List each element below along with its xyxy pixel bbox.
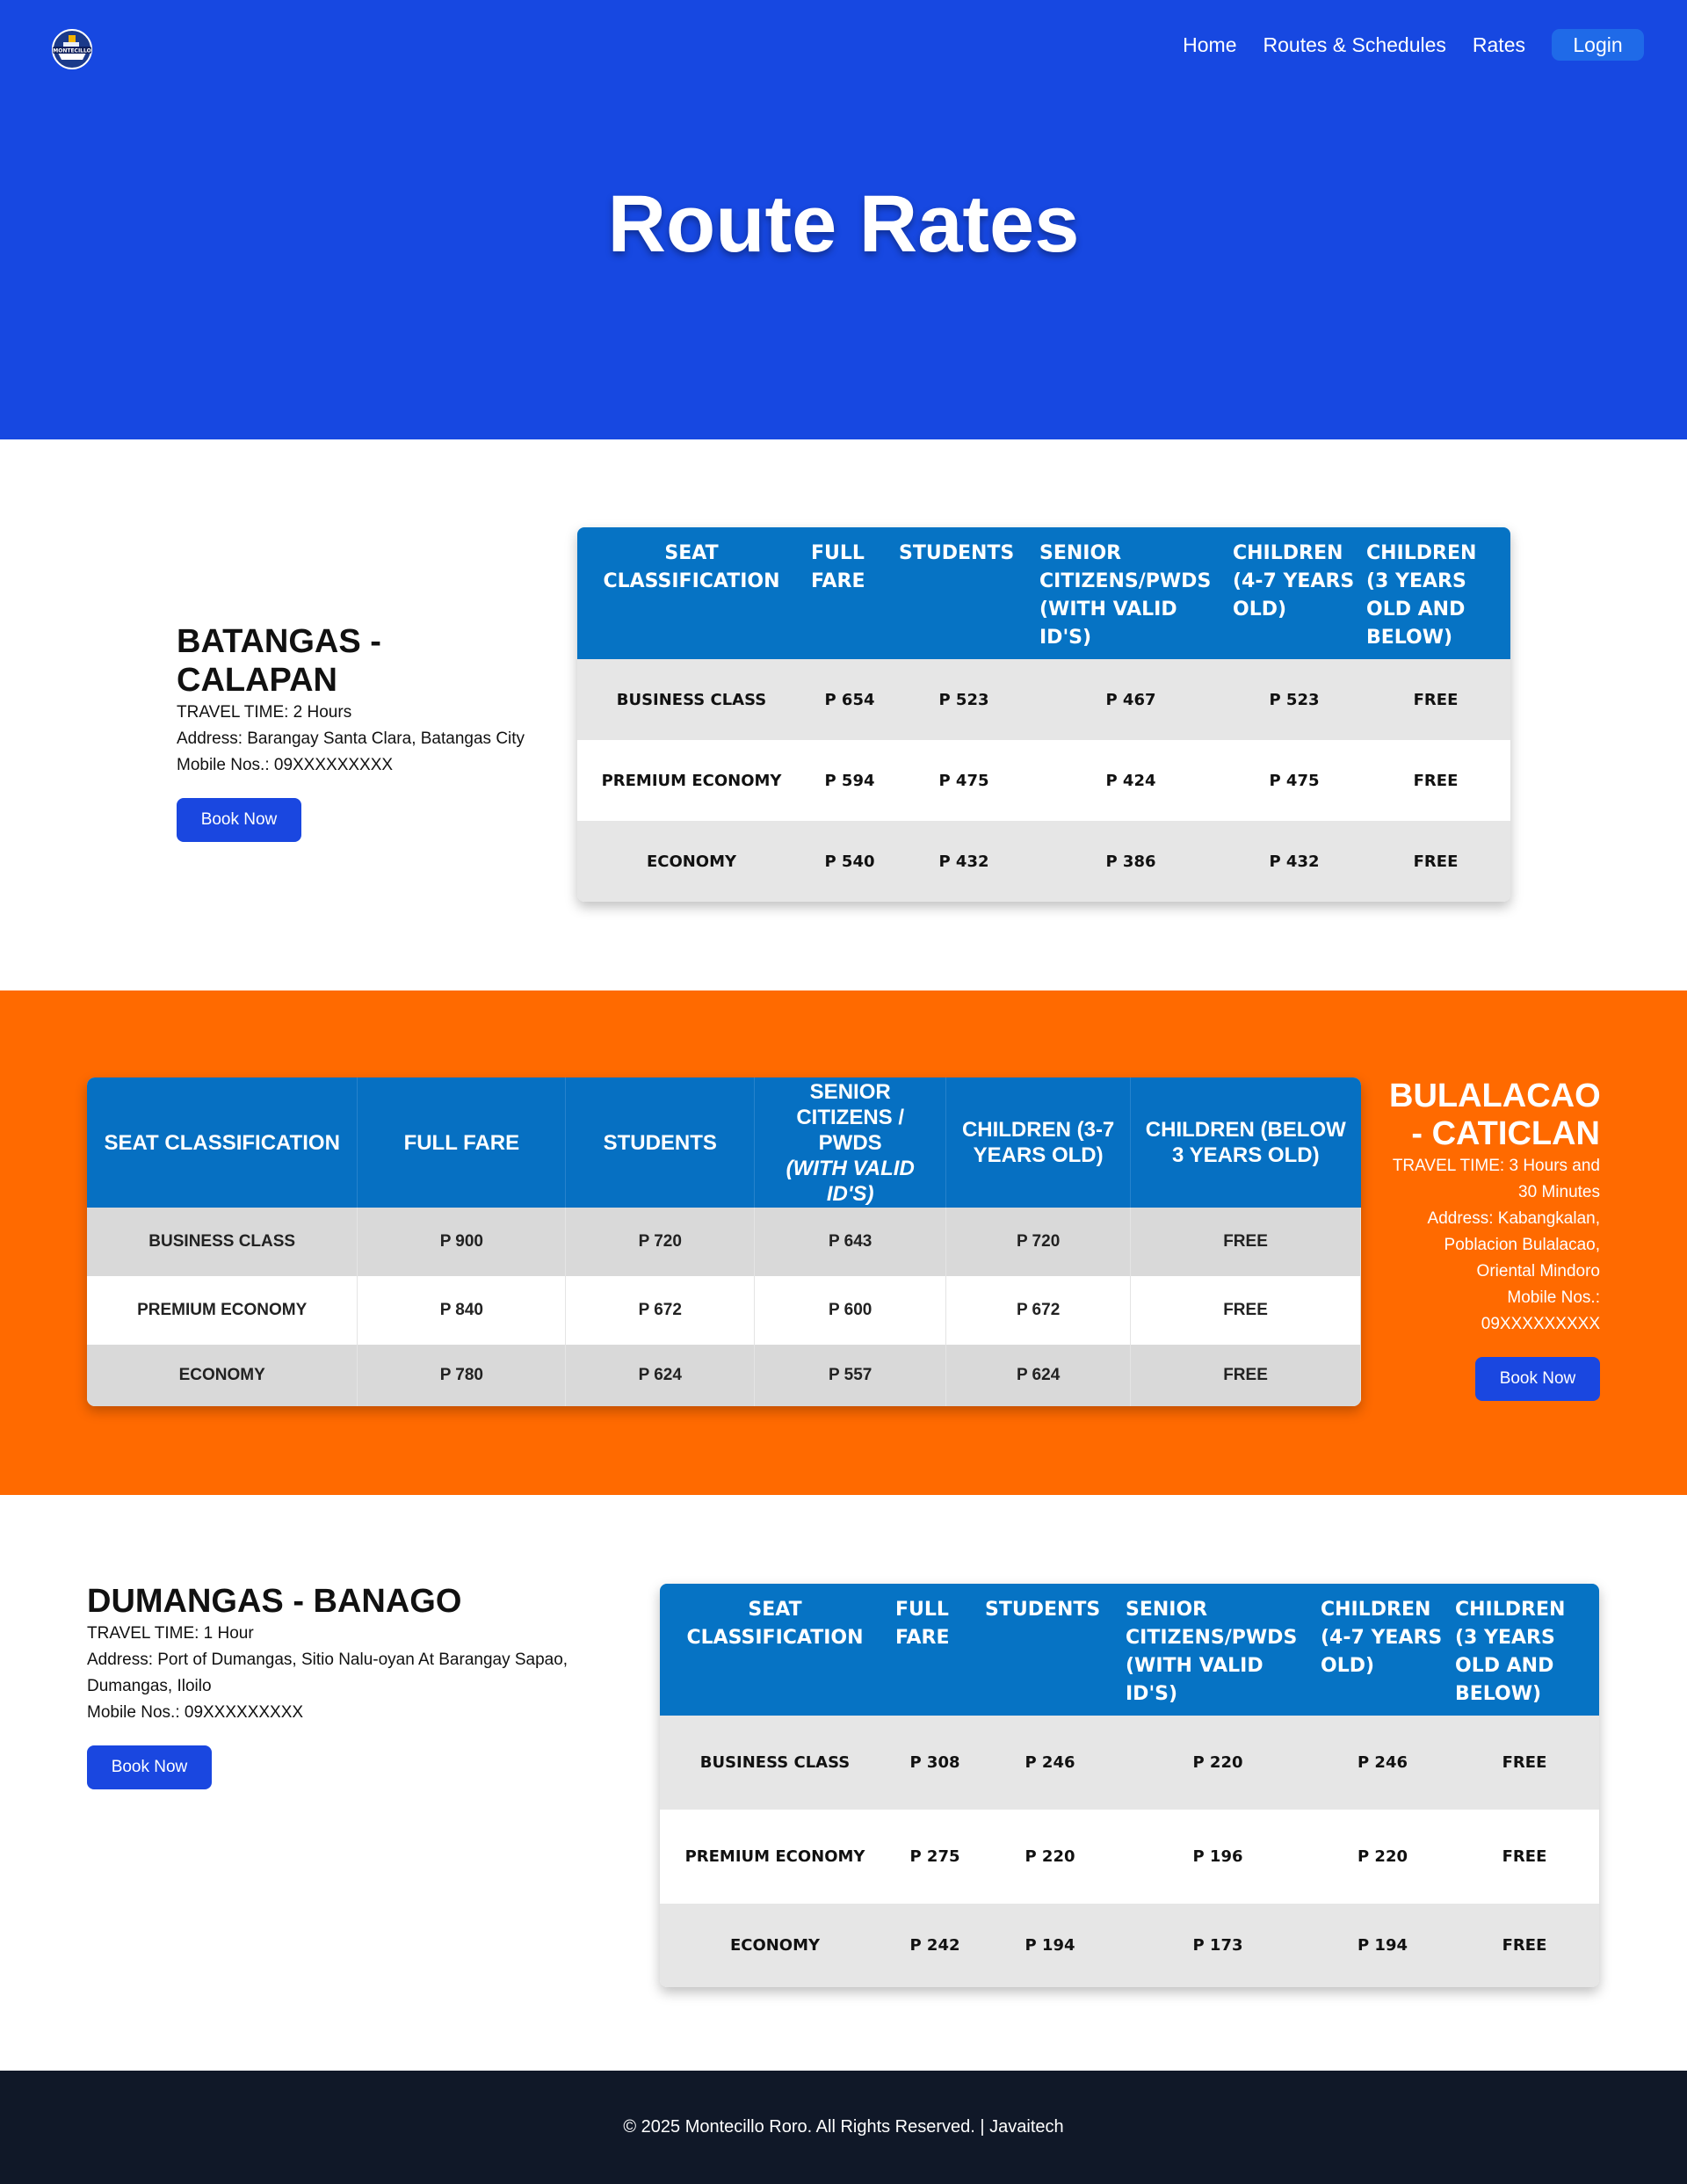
- column-header: [755, 1077, 946, 1208]
- rate-cell: FREE: [1361, 659, 1510, 740]
- rate-cell: P 624: [946, 1345, 1131, 1406]
- rate-cell: FREE: [1131, 1276, 1361, 1345]
- column-header: CHILDREN (3 YEARS OLD AND BELOW): [1450, 1584, 1599, 1716]
- rate-cell: P 900: [358, 1208, 566, 1276]
- column-header: SENIOR CITIZENS/PWDS (WITH VALID ID'S): [1120, 1584, 1315, 1716]
- rate-cell: P 386: [1034, 821, 1227, 902]
- column-header: SEAT CLASSIFICATION: [87, 1077, 358, 1208]
- rate-cell: P 220: [980, 1810, 1120, 1904]
- seat-class-cell: PREMIUM ECONOMY: [87, 1276, 358, 1345]
- route-info: [177, 622, 546, 842]
- column-header: SEAT CLASSIFICATION: [577, 527, 806, 659]
- table-header-row: [660, 1584, 1599, 1716]
- rate-cell: P 720: [946, 1208, 1131, 1276]
- rate-cell: P 720: [566, 1208, 755, 1276]
- rate-cell: P 840: [358, 1276, 566, 1345]
- column-header: SEAT CLASSIFICATION: [660, 1584, 890, 1716]
- route-section-batangas-calapan: [0, 439, 1687, 990]
- mobile-number: Mobile Nos.: 09XXXXXXXXX: [1481, 1288, 1600, 1333]
- seat-class-cell: PREMIUM ECONOMY: [577, 740, 806, 821]
- table-row: [577, 659, 1510, 740]
- rate-cell: P 475: [894, 740, 1034, 821]
- rate-cell: P 467: [1034, 659, 1227, 740]
- address: Address: Port of Dumangas, Sitio Nalu-oyan At Barangay Sapao, Dumangas, Iloilo: [87, 1651, 568, 1695]
- rates-table: [87, 1077, 1361, 1406]
- seat-class-cell: BUSINESS CLASS: [577, 659, 806, 740]
- rate-cell: P 220: [1315, 1810, 1450, 1904]
- rate-cell: P 523: [1227, 659, 1361, 740]
- rate-cell: FREE: [1450, 1716, 1599, 1810]
- rate-cell: P 643: [755, 1208, 946, 1276]
- rate-cell: FREE: [1450, 1904, 1599, 1987]
- rate-cell: P 194: [980, 1904, 1120, 1987]
- seat-class-cell: ECONOMY: [660, 1904, 890, 1987]
- rate-cell: P 624: [566, 1345, 755, 1406]
- rate-cell: P 246: [1315, 1716, 1450, 1810]
- route-title: BULALACAO - CATICLAN: [1389, 1077, 1601, 1152]
- rate-cell: P 540: [806, 821, 894, 902]
- column-header: CHILDREN (BELOW 3 YEARS OLD): [1131, 1077, 1361, 1208]
- rate-cell: P 194: [1315, 1904, 1450, 1987]
- rate-cell: P 424: [1034, 740, 1227, 821]
- column-header: STUDENTS: [894, 527, 1034, 659]
- rate-cell: P 220: [1120, 1716, 1315, 1810]
- route-info: [1389, 1077, 1600, 1401]
- column-header: CHILDREN (3 YEARS OLD AND BELOW): [1361, 527, 1510, 659]
- rate-cell: P 246: [980, 1716, 1120, 1810]
- rate-cell: P 654: [806, 659, 894, 740]
- column-header: CHILDREN (4-7 YEARS OLD): [1315, 1584, 1450, 1716]
- nav-rates-link[interactable]: Rates: [1472, 33, 1525, 56]
- rate-cell: P 523: [894, 659, 1034, 740]
- rate-cell: P 672: [946, 1276, 1131, 1345]
- route-title: BATANGAS - CALAPAN: [177, 623, 381, 699]
- rate-cell: P 173: [1120, 1904, 1315, 1987]
- column-header: CHILDREN (4-7 YEARS OLD): [1227, 527, 1361, 659]
- column-header: FULL FARE: [358, 1077, 566, 1208]
- rate-cell: P 196: [1120, 1810, 1315, 1904]
- table-row: [577, 821, 1510, 902]
- table-row: [660, 1904, 1599, 1987]
- table-header-row: [87, 1077, 1361, 1208]
- column-header: SENIOR CITIZENS/PWDS (WITH VALID ID'S): [1034, 527, 1227, 659]
- rate-cell: P 242: [890, 1904, 980, 1987]
- login-button[interactable]: Login: [1552, 29, 1644, 61]
- rate-cell: P 594: [806, 740, 894, 821]
- table-row: [577, 740, 1510, 821]
- rate-cell: FREE: [1361, 821, 1510, 902]
- column-header: FULL FARE: [890, 1584, 980, 1716]
- main-nav: [1156, 29, 1644, 61]
- rate-cell: P 308: [890, 1716, 980, 1810]
- rates-table: [660, 1584, 1599, 1987]
- rate-cell: P 432: [1227, 821, 1361, 902]
- rate-cell: FREE: [1450, 1810, 1599, 1904]
- rates-table: [577, 527, 1510, 902]
- rate-cell: P 672: [566, 1276, 755, 1345]
- travel-time: TRAVEL TIME: 3 Hours and 30 Minutes: [1392, 1157, 1600, 1201]
- table-header-row: [577, 527, 1510, 659]
- rate-cell: FREE: [1361, 740, 1510, 821]
- nav-home-link[interactable]: Home: [1183, 33, 1237, 56]
- seat-class-cell: ECONOMY: [87, 1345, 358, 1406]
- travel-time: TRAVEL TIME: 1 Hour: [87, 1624, 254, 1643]
- rate-cell: P 432: [894, 821, 1034, 902]
- montecillo-logo[interactable]: [47, 23, 97, 72]
- address: Address: Barangay Santa Clara, Batangas City: [177, 729, 525, 748]
- column-header: STUDENTS: [566, 1077, 755, 1208]
- address: Address: Kabangkalan, Poblacion Bulalacao, Oriental Mindoro: [1427, 1209, 1600, 1281]
- rate-cell: P 600: [755, 1276, 946, 1345]
- svg-text:MONTECILLO: MONTECILLO: [53, 47, 91, 54]
- seat-class-cell: BUSINESS CLASS: [87, 1208, 358, 1276]
- rate-cell: P 475: [1227, 740, 1361, 821]
- column-header-main: SENIOR CITIZENS / PWDS: [796, 1079, 905, 1155]
- book-now-button[interactable]: Book Now: [87, 1745, 212, 1789]
- column-header: FULL FARE: [806, 527, 894, 659]
- table-row: [87, 1345, 1361, 1406]
- book-now-button[interactable]: Book Now: [1475, 1357, 1600, 1401]
- seat-class-cell: PREMIUM ECONOMY: [660, 1810, 890, 1904]
- route-title: DUMANGAS - BANAGO: [87, 1583, 462, 1620]
- rate-cell: P 275: [890, 1810, 980, 1904]
- table-row: [87, 1208, 1361, 1276]
- column-header-note: (WITH VALID ID'S): [786, 1156, 915, 1206]
- site-footer: [0, 2071, 1687, 2184]
- table-row: [660, 1716, 1599, 1810]
- table-row: [87, 1276, 1361, 1345]
- rate-cell: P 780: [358, 1345, 566, 1406]
- hero-header: [0, 0, 1687, 439]
- copyright-text: © 2025 Montecillo Roro. All Rights Reserved. | Javaitech: [623, 2117, 1064, 2137]
- route-section-bulalacao-caticlan: [0, 990, 1687, 1495]
- column-header: STUDENTS: [980, 1584, 1120, 1716]
- seat-class-cell: ECONOMY: [577, 821, 806, 902]
- travel-time: TRAVEL TIME: 2 Hours: [177, 703, 352, 722]
- rate-cell: FREE: [1131, 1345, 1361, 1406]
- seat-class-cell: BUSINESS CLASS: [660, 1716, 890, 1810]
- mobile-number: Mobile Nos.: 09XXXXXXXXX: [177, 756, 394, 774]
- book-now-button[interactable]: Book Now: [177, 798, 301, 842]
- rate-cell: P 557: [755, 1345, 946, 1406]
- table-row: [660, 1810, 1599, 1904]
- route-section-dumangas-banago: [0, 1495, 1687, 2071]
- rate-cell: FREE: [1131, 1208, 1361, 1276]
- route-info: [87, 1582, 614, 1789]
- nav-routes-link[interactable]: Routes & Schedules: [1263, 33, 1446, 56]
- mobile-number: Mobile Nos.: 09XXXXXXXXX: [87, 1703, 304, 1722]
- column-header: CHILDREN (3-7 YEARS OLD): [946, 1077, 1131, 1208]
- page-title: Route Rates: [607, 179, 1080, 269]
